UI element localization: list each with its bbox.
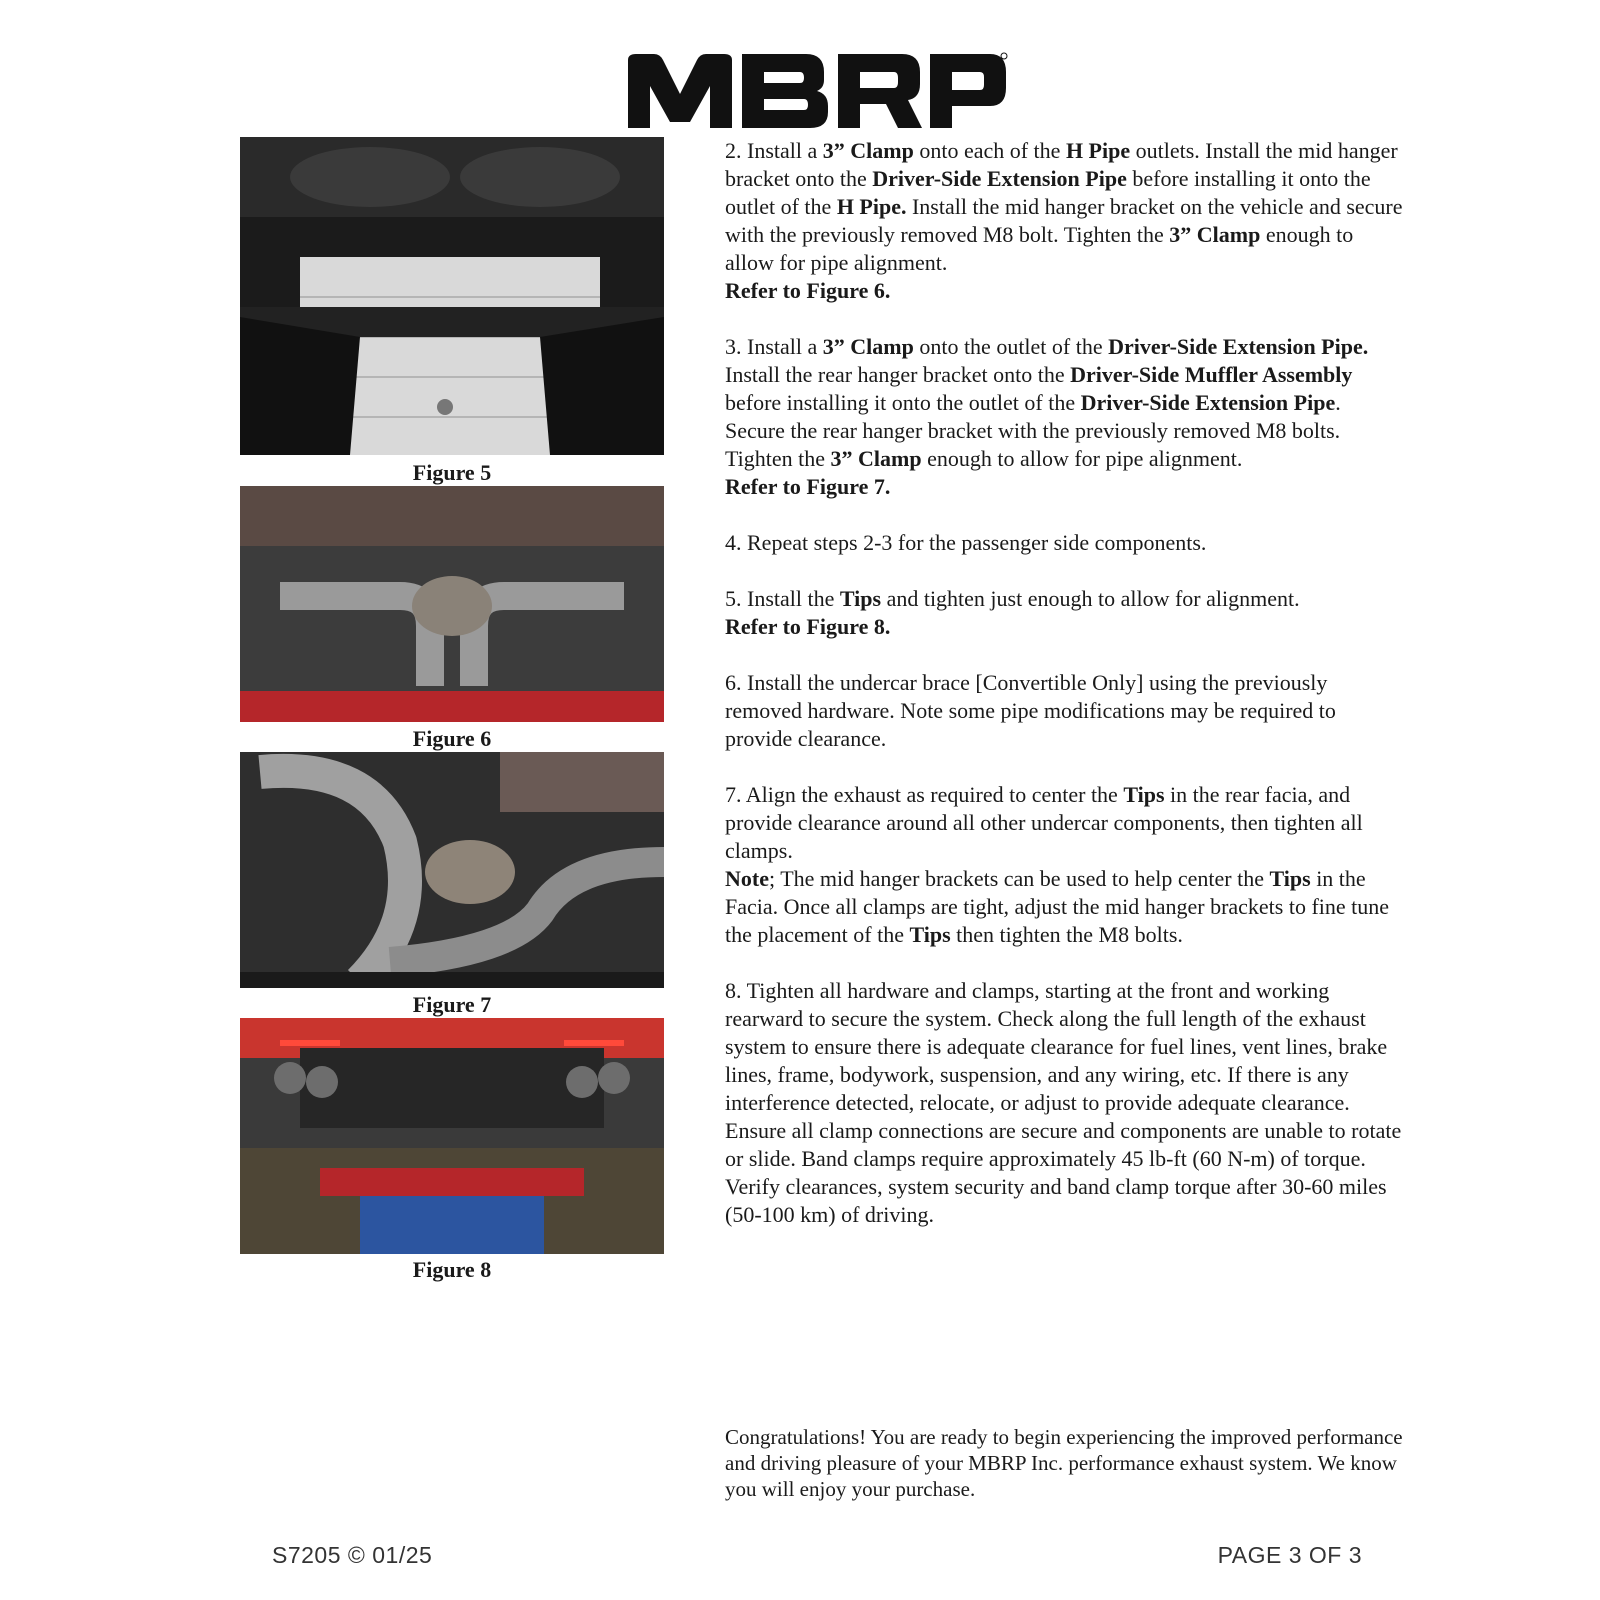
step-3-refer: Refer to Figure 7.	[725, 474, 891, 499]
step-3-text: 3. Install a 3” Clamp onto the outlet of the Driver-Side Extension Pipe. Install the rear hanger bracket onto the Driver-Side Muffler Assembly before installing it onto the outlet of the Driver-Side Extension Pipe. Secure the rear hanger bracket with the previously removed M8 bolts. Tighten the 3” Clamp enough to allow for pipe alignment.	[725, 334, 1369, 471]
figure-6-photo	[240, 486, 664, 722]
step-7	[725, 781, 1405, 949]
instructions	[725, 137, 1405, 1257]
figure-5-photo	[240, 137, 664, 455]
page-number: PAGE 3 OF 3	[1217, 1542, 1362, 1568]
figure-6-caption: Figure 6	[412, 726, 492, 751]
step-5-text: 5. Install the Tips and tighten just enough to allow for alignment.	[725, 586, 1300, 611]
figure-8-caption: Figure 8	[412, 1257, 492, 1282]
figure-8-photo	[240, 1018, 664, 1254]
step-4	[725, 529, 1405, 557]
figure-5-caption: Figure 5	[412, 460, 492, 485]
mbrp-logo	[628, 52, 1008, 130]
step-5	[725, 585, 1405, 641]
step-7-text: 7. Align the exhaust as required to center the Tips in the rear facia, and provide clearance around all other undercar components, then tighten all clamps.	[725, 782, 1363, 863]
step-6	[725, 669, 1405, 753]
step-6-text: 6. Install the undercar brace [Convertible Only] using the previously removed hardware. Note some pipe modifications may be required to provide clearance.	[725, 670, 1336, 751]
figure-7-caption: Figure 7	[412, 992, 492, 1017]
document-code: S7205 © 01/25	[272, 1542, 433, 1568]
step-3	[725, 333, 1405, 501]
step-5-refer: Refer to Figure 8.	[725, 614, 891, 639]
figure-7-photo	[240, 752, 664, 988]
step-8-text: 8. Tighten all hardware and clamps, starting at the front and working rearward to secure the system. Check along the full length of the exhaust system to ensure there is adequate clearance for fuel lines, vent lines, brake lines, frame, bodywork, suspension, and any wiring, etc. If there is any interference detected, relocate, or adjust to provide adequate clearance. Ensure all clamp connections are secure and components are unable to rotate or slide. Band clamps require approximately 45 lb-ft (60 N-m) of torque. Verify clearances, system security and band clamp torque after 30-60 miles (50-100 km) of driving.	[725, 978, 1402, 1227]
step-2	[725, 137, 1405, 305]
step-4-text: 4. Repeat steps 2-3 for the passenger side components.	[725, 530, 1207, 555]
step-2-text: 2. Install a 3” Clamp onto each of the H Pipe outlets. Install the mid hanger bracket onto the Driver-Side Extension Pipe before installing it onto the outlet of the H Pipe. Install the mid hanger bracket on the vehicle and secure with the previously removed M8 bolt. Tighten the 3” Clamp enough to allow for pipe alignment.	[725, 138, 1403, 275]
step-8	[725, 977, 1405, 1229]
step-7-note: Note; The mid hanger brackets can be used to help center the Tips in the Facia. Once all clamps are tight, adjust the mid hanger brackets to fine tune the placement of the Tips then tighten the M8 bolts.	[725, 866, 1390, 947]
congratulations-text: Congratulations! You are ready to begin experiencing the improved performance and driving pleasure of your MBRP Inc. performance exhaust system. We know you will enjoy your purchase.	[725, 1425, 1403, 1501]
step-2-refer: Refer to Figure 6.	[725, 278, 891, 303]
